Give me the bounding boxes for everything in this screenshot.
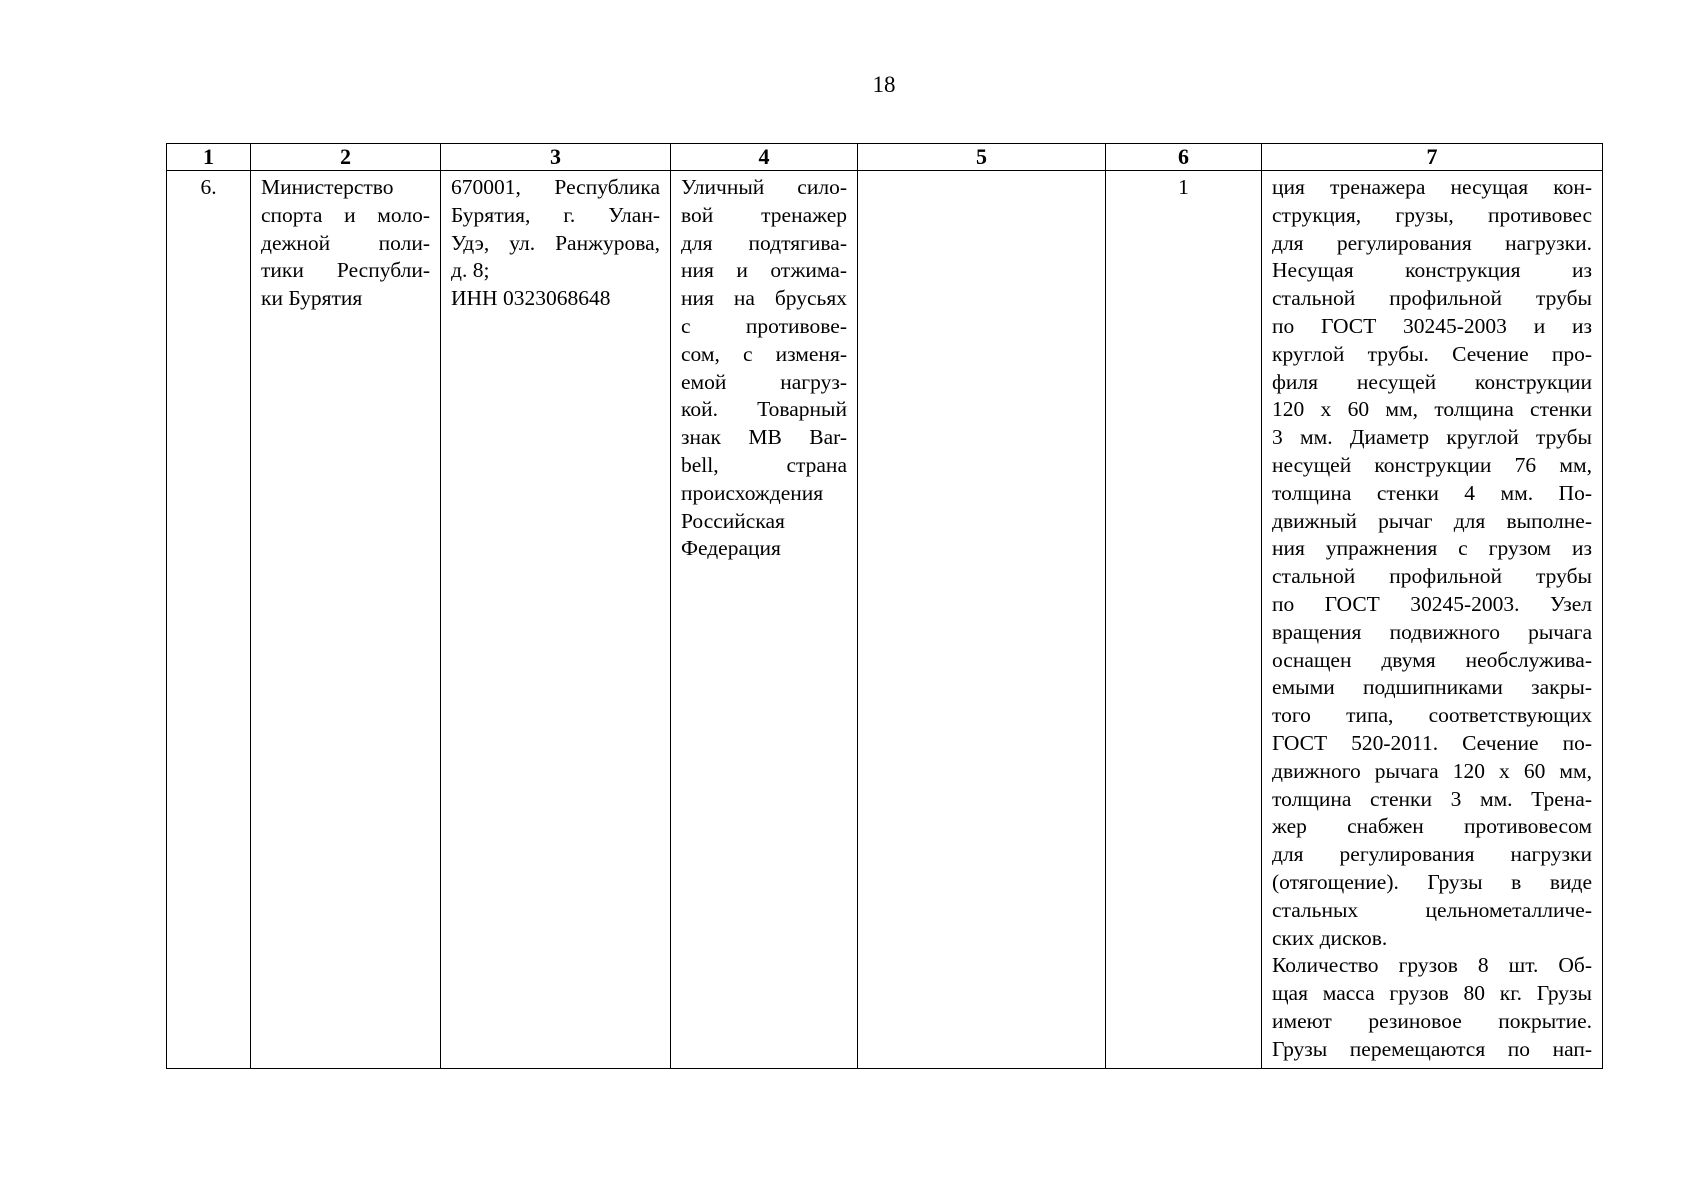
row-number: 6.	[200, 175, 217, 199]
text-line: ция тренажера несущая кон-	[1272, 175, 1592, 199]
header-row	[167, 144, 1603, 171]
text-line: 120 x 60 мм, толщина стенки	[1272, 397, 1592, 422]
address-cell	[441, 171, 671, 1069]
text-line: круглой трубы. Сечение про-	[1272, 341, 1592, 366]
text-line: стальной профильной трубы	[1272, 286, 1592, 311]
text-line: (отягощение). Грузы в виде	[1272, 869, 1592, 894]
text-line: bell, страна	[681, 452, 847, 477]
description-cell	[1262, 171, 1603, 1069]
text-line: вой тренажер	[681, 202, 847, 227]
header-col-3: 3	[441, 144, 671, 171]
quantity-cell	[1106, 171, 1262, 1069]
text-line: имеют резиновое покрытие.	[1272, 1008, 1592, 1033]
text-line: вращения подвижного рычага	[1272, 619, 1592, 644]
text-line: с противове-	[681, 313, 847, 338]
text-line: для регулирования нагрузки	[1272, 842, 1592, 867]
text-line: 670001, Республика	[451, 175, 660, 199]
text-line: по ГОСТ 30245-2003. Узел	[1272, 591, 1592, 616]
text-line: толщина стенки 4 мм. По-	[1272, 480, 1592, 505]
header-col-1: 1	[167, 144, 251, 171]
page-number: 18	[872, 72, 896, 97]
header-col-4: 4	[671, 144, 858, 171]
text-line: того типа, соответствующих	[1272, 703, 1592, 728]
organization-cell	[251, 171, 441, 1069]
text-line: емыми подшипниками закры-	[1272, 675, 1592, 700]
text-line: Несущая конструкция из	[1272, 258, 1592, 283]
row-number-cell	[167, 171, 251, 1069]
text-line: стальной профильной трубы	[1272, 564, 1592, 589]
text-line: емой нагруз-	[681, 369, 847, 394]
item-text	[681, 174, 847, 563]
item-cell	[671, 171, 858, 1069]
text-line: движного рычага 120 x 60 мм,	[1272, 758, 1592, 783]
text-line: струкция, грузы, противовес	[1272, 202, 1592, 227]
quantity-value: 1	[1178, 175, 1189, 199]
text-line: толщина стенки 3 мм. Трена-	[1272, 786, 1592, 811]
description-text	[1272, 174, 1592, 1064]
text-line: д. 8;	[451, 258, 490, 283]
text-line: Уличный сило-	[681, 175, 847, 199]
text-line: знак MB Bar-	[681, 425, 847, 450]
text-line: оснащен двумя необслужива-	[1272, 647, 1592, 672]
text-line: несущей конструкции 76 мм,	[1272, 452, 1592, 477]
text-line: тики Республи-	[261, 258, 430, 283]
text-line: происхождения	[681, 480, 824, 505]
text-line: движный рычаг для выполне-	[1272, 508, 1592, 533]
text-line: Грузы перемещаются по нап-	[1272, 1036, 1592, 1061]
header-col-2: 2	[251, 144, 441, 171]
text-line: дежной поли-	[261, 230, 430, 255]
text-line: Российская	[681, 508, 785, 533]
text-line: щая масса грузов 80 кг. Грузы	[1272, 981, 1592, 1006]
text-line: сом, с изменя-	[681, 341, 847, 366]
text-line: Бурятия, г. Улан-	[451, 202, 660, 227]
text-line: Федерация	[681, 536, 781, 561]
text-line: ки Бурятия	[261, 286, 363, 311]
text-line: ИНН 0323068648	[451, 286, 611, 311]
text-line: 3 мм. Диаметр круглой трубы	[1272, 425, 1592, 450]
text-line: спорта и моло-	[261, 202, 430, 227]
text-line: ния упражнения с грузом из	[1272, 536, 1592, 561]
text-line: кой. Товарный	[681, 397, 847, 422]
text-line: ния на брусьях	[681, 286, 847, 311]
text-line: Удэ, ул. Ранжурова,	[451, 230, 660, 255]
text-line: по ГОСТ 30245-2003 и из	[1272, 313, 1592, 338]
text-line: филя несущей конструкции	[1272, 369, 1592, 394]
text-line: Количество грузов 8 шт. Об-	[1272, 953, 1592, 978]
header-col-6: 6	[1106, 144, 1262, 171]
header-col-7: 7	[1262, 144, 1603, 171]
text-line: для подтягива-	[681, 230, 847, 255]
text-line: ских дисков.	[1272, 925, 1388, 950]
header-col-5: 5	[858, 144, 1106, 171]
table-row	[167, 171, 1603, 1069]
text-line: стальных цельнометалличе-	[1272, 897, 1592, 922]
text-line: Министерство	[261, 175, 394, 199]
document-table	[166, 143, 1603, 1069]
organization-text	[261, 174, 430, 313]
column-5-cell	[858, 171, 1106, 1069]
text-line: ния и отжима-	[681, 258, 847, 283]
text-line: жер снабжен противовесом	[1272, 814, 1592, 839]
address-text	[451, 174, 660, 313]
text-line: ГОСТ 520-2011. Сечение по-	[1272, 730, 1592, 755]
text-line: для регулирования нагрузки.	[1272, 230, 1592, 255]
